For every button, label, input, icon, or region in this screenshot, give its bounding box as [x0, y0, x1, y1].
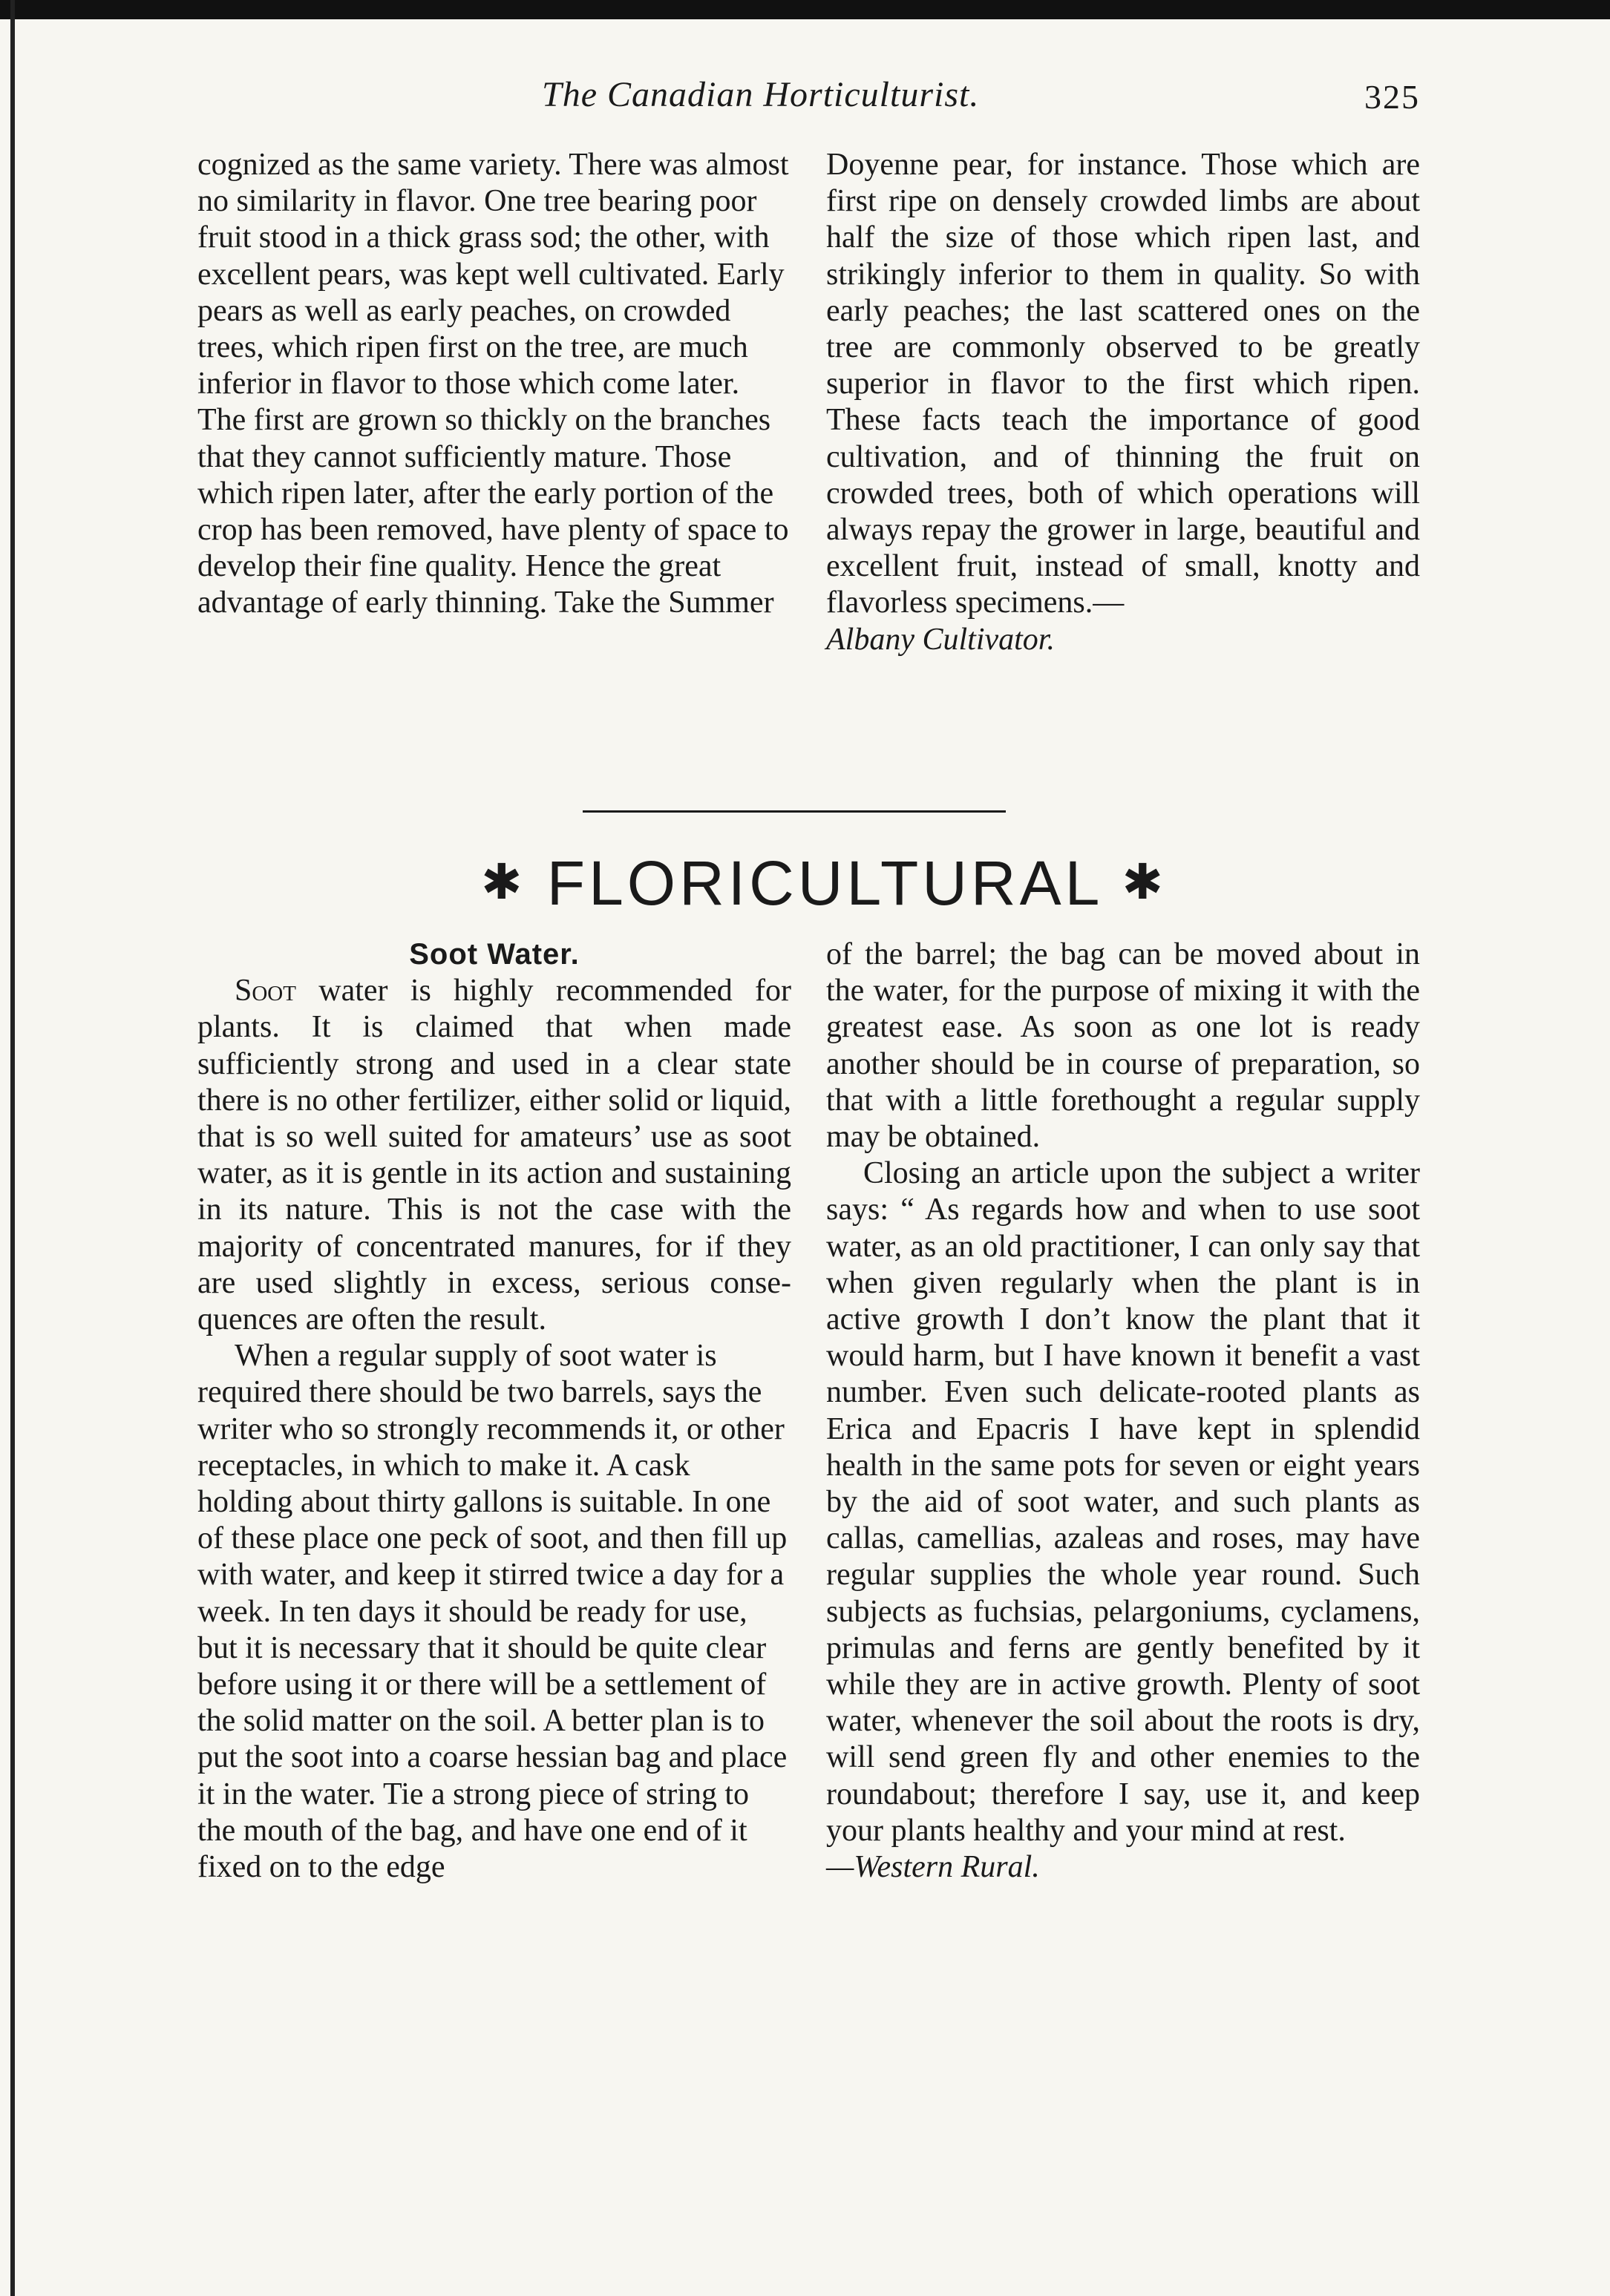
- section-heading: [423, 847, 1225, 919]
- article-paragraph-2-continued: of the barrel; the bag can be moved about in the water, for the purpose of mixing it with the greatest ease. As soon as one lot is ready another should be in course of preparation, so that with a little forethought a regular supply may be obtained.: [826, 937, 1420, 1155]
- article-paragraph-1-body: water is highly recommended for plants. It is claimed that when made sufficiently strong and used in a clear state there is no other fertilizer, either solid or liquid, that is so well suited for amateurs’ use as soot water, as it is gentle in its action and sustaining in its nature. This is not the case with the majority of concentrated manures, for if they are used slightly in excess, serious consequences are often the result.: [197, 974, 791, 1337]
- section-separator-rule: [583, 810, 1006, 813]
- article-column-2: [826, 937, 1420, 1886]
- continued-article-column-1: [197, 147, 791, 622]
- article-paragraph-1-opening: Soot: [235, 974, 296, 1008]
- asterisk-ornament-left-icon: ✱: [481, 854, 526, 909]
- left-border-rule: [10, 0, 15, 2296]
- running-head: The Canadian Horticulturist.: [542, 75, 980, 114]
- continued-article-column-2: [826, 147, 1420, 658]
- continued-article-text-2: Doyenne pear, for instance. Those which are first ripe on densely crowded limbs are about half the size of those which ripen last, and strikingly inferior to them in quality. So with early peaches; the last scattered ones on the tree are commonly observed to be greatly superior in flavor to the first which ripen. These facts teach the importance of good cultivation, and of thinning the fruit on crowded trees, both of which operations will always repay the grower in large, beautiful and excellent fruit, instead of small, knotty and flavorless specimens.—: [826, 148, 1420, 620]
- article-paragraph-2: When a regular supply of soot water is required there should be two barrels, says the writer who so strongly recommends it, or other receptacles, in which to make it. A cask holding about thirty gallons is suitable. In one of these place one peck of soot, and then fill up with water, and keep it stirred twice a day for a week. In ten days it should be ready for use, but it is necessary that it should be quite clear before using it or there will be a settlement of the solid matter on the soil. A better plan is to put the soot into a coarse hessian bag and place it in the water. Tie a strong piece of string to the mouth of the bag, and have one end of it fixed on to the edge: [197, 1339, 788, 1885]
- article-attribution: —Western Rural.: [826, 1850, 1040, 1885]
- article-paragraph-1: [197, 973, 791, 1338]
- continued-article-text-1: cognized as the same variety. There was almost no similarity in flavor. One tree bearing poor fruit stood in a thick grass sod; the other, with excellent pears, was kept well cultivated. Early pears as well as early peaches, on crowded trees, which ripen first on the tree, are much inferior in flavor to those which come later. The first are grown so thickly on the branches that they cannot sufficiently mature. Those which ripen later, after the early portion of the crop has been removed, have plenty of space to develop their fine quality. Hence the great advantage of early thinning. Take the Summer: [197, 148, 789, 620]
- article-column-1: [197, 937, 791, 1886]
- article-paragraph-3: Closing an article upon the subject a writer says: “ As regards how and when to use soot water, as an old practitioner, I can only say that when given regularly when the plant is in active growth I don’t know the plant that it would harm, but I have known it benefit a vast number. Even such delicate-rooted plants as Erica and Epacris I have kept in splendid health in the same pots for seven or eight years by the aid of soot water, and such plants as callas, camellias, azaleas and roses, may have regular supplies the whole year round. Such subjects as fuchsias, pelargoniums, cyclamens, primulas and ferns are gently benefited by it while they are in active growth. Plenty of soot water, whenever the soil about the roots is dry, will send green fly and other enemies to the roundabout; therefore I say, use it, and keep your plants healthy and your mind at rest.: [826, 1156, 1420, 1848]
- top-border-rule: [0, 0, 1610, 19]
- article-title: Soot Water.: [409, 938, 580, 971]
- page-number: 325: [1364, 78, 1420, 116]
- section-heading-text: FLORICULTURAL: [546, 848, 1102, 918]
- asterisk-ornament-right-icon: ✱: [1122, 854, 1167, 909]
- continued-article-attribution: Albany Cultivator.: [826, 622, 1055, 657]
